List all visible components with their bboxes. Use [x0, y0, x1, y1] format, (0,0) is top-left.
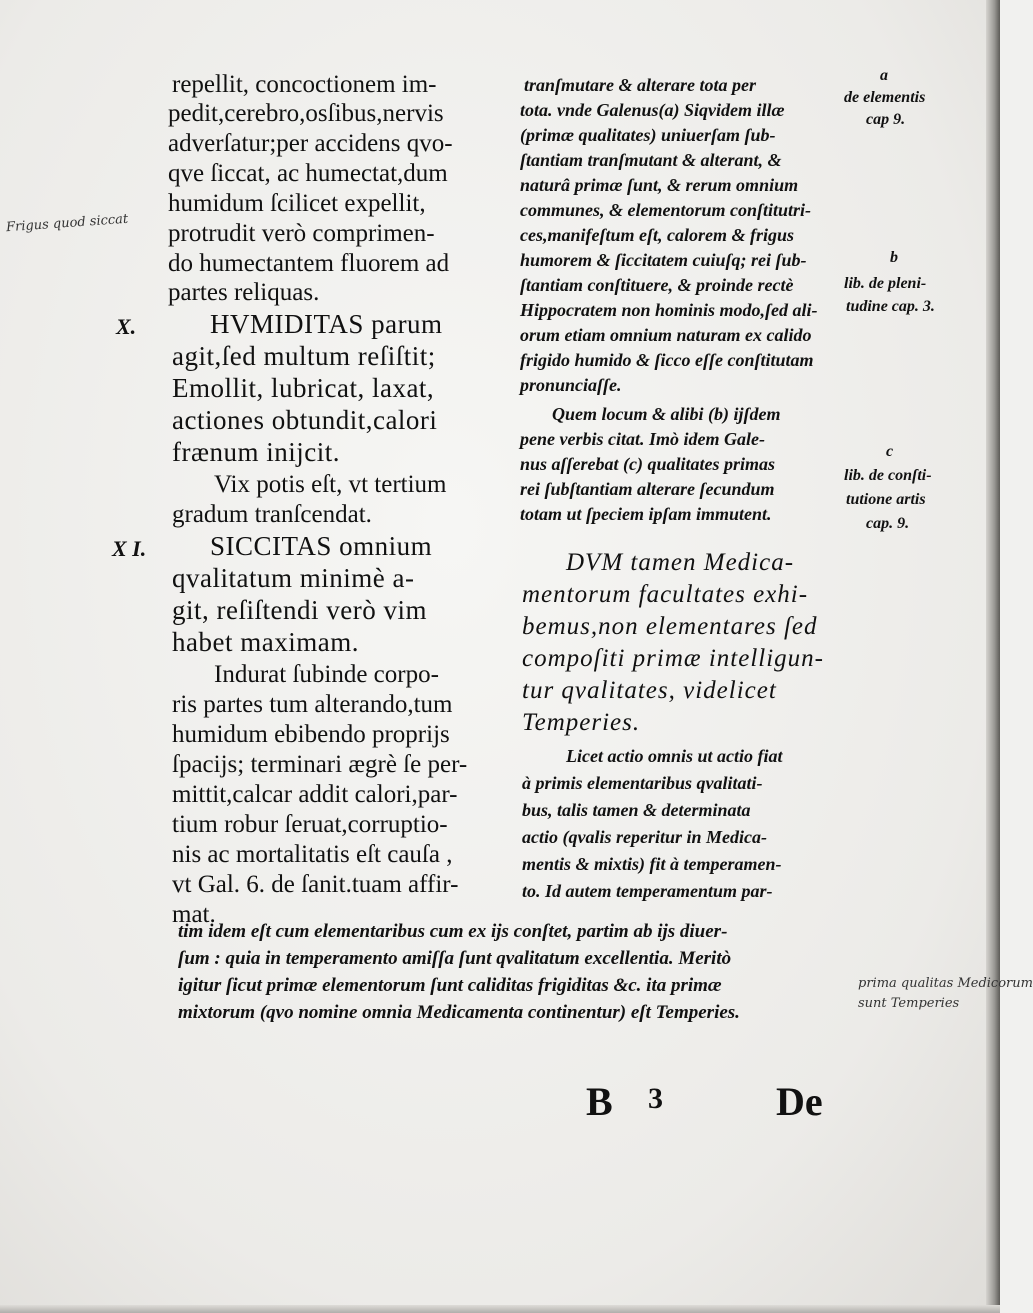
left-line: tium robur ſeruat,corruptio-	[172, 811, 448, 838]
right-line: humorem & ſiccitatem cuiuſq; rei ſub-	[520, 250, 807, 270]
left-line: qve ſiccat, ac humectat,dum	[168, 160, 448, 187]
right-heading-dvm: DVM tamen Medica-	[566, 549, 795, 576]
right-line: (primæ qualitates) uniuerſam ſub-	[520, 125, 776, 145]
right-line: ſtantiam conſtituere, & proinde rectè	[520, 275, 794, 295]
left-line: frænum inijcit.	[172, 437, 340, 467]
left-line: git, reſiſtendi verò vim	[172, 595, 427, 625]
right-line: Hippocratem non hominis modo,ſed ali-	[520, 300, 818, 320]
left-line: vt Gal. 6. de ſanit.tuam affir-	[172, 871, 459, 898]
signature-mark: B	[586, 1079, 613, 1124]
left-line: humidum ebibendo proprijs	[172, 721, 450, 748]
margin-note-line: lib. de pleni-	[844, 275, 927, 292]
left-line: agit,ſed multum reſiſtit;	[172, 341, 436, 371]
left-line: partes reliquas.	[168, 279, 320, 306]
bottom-line: ſum : quia in temperamento amiſſa ſunt qvalitatum excellentia. Meritò	[178, 948, 732, 969]
right-line: frigido humido & ſicco eſſe conſtitutam	[520, 350, 814, 370]
handwritten-note-right: prima qualitas Medicorum	[858, 976, 1033, 991]
left-line: humidum ſcilicet expellit,	[168, 190, 426, 217]
section-numeral-xi: X I.	[112, 536, 147, 561]
margin-note-line: lib. de conſti-	[844, 467, 932, 484]
right-line: bus, talis tamen & determinata	[522, 800, 751, 820]
left-line: repellit, concoctionem im-	[172, 71, 437, 98]
right-line: mentorum facultates exhi-	[522, 581, 809, 608]
right-line: pronunciaſſe.	[520, 375, 622, 395]
right-line: tota. vnde Galenus(a) Siqvidem illæ	[520, 100, 785, 120]
section-numeral-x: X.	[116, 314, 137, 339]
left-heading-siccitas: SICCITAS omnium	[210, 531, 433, 561]
right-line: compoſiti primæ intelligun-	[522, 645, 824, 672]
right-line: totam ut ſpeciem ipſam immutent.	[520, 504, 772, 524]
right-line: actio (qvalis reperitur in Medica-	[522, 827, 767, 847]
right-line: orum etiam omnium naturam ex calido	[520, 325, 812, 345]
page-edge-shadow	[986, 0, 1000, 1313]
left-line: nis ac mortalitatis eſt cauſa ,	[172, 841, 453, 868]
left-line: pedit,cerebro,osſibus,nervis	[168, 100, 444, 127]
left-line: Vix potis eſt, vt tertium	[214, 471, 447, 498]
signature-number: 3	[648, 1082, 663, 1115]
left-line: ſpacijs; terminari ægrè ſe per-	[172, 751, 468, 778]
right-line: communes, & elementorum conſtitutri-	[520, 200, 812, 220]
bottom-line: mixtorum (qvo nomine omnia Medicamenta continentur) eſt Temperies.	[178, 1002, 740, 1023]
page-bottom-edge	[0, 1305, 1000, 1313]
right-line: Temperies.	[522, 709, 641, 736]
margin-note-letter: a	[880, 67, 888, 84]
handwritten-note-left: Frigus quod siccat	[5, 211, 129, 236]
left-line: habet maximam.	[172, 627, 359, 657]
margin-note-line: tutione artis	[846, 491, 926, 508]
right-line: ſtantiam tranſmutant & alterant, &	[520, 150, 782, 170]
left-line: ris partes tum alterando,tum	[172, 691, 453, 718]
right-line: nus aſſerebat (c) qualitates primas	[520, 454, 775, 474]
catchword: De	[776, 1079, 823, 1124]
margin-note-line: cap. 9.	[866, 515, 910, 532]
right-line: to. Id autem temperamentum par-	[522, 881, 773, 901]
right-line: rei ſubſtantiam alterare ſecundum	[520, 479, 775, 499]
right-line: ces,manifeſtum eſt, calorem & frigus	[520, 225, 794, 245]
left-line: Indurat ſubinde corpo-	[214, 661, 439, 688]
left-line: gradum tranſcendat.	[172, 501, 372, 528]
left-line: Emollit, lubricat, laxat,	[172, 373, 435, 403]
right-line: à primis elementaribus qvalitati-	[522, 773, 763, 793]
margin-note-line: tudine cap. 3.	[846, 298, 935, 315]
left-heading-humiditas: HVMIDITAS parum	[210, 309, 443, 339]
left-line: mat.	[172, 901, 216, 928]
right-line: tranſmutare & alterare tota per	[524, 75, 757, 95]
left-line: actiones obtundit,calori	[172, 405, 438, 435]
bottom-line: tim idem eſt cum elementaribus cum ex ijs conſtet, partim ab ijs diuer-	[178, 921, 728, 942]
right-line: bemus,non elementares ſed	[522, 613, 818, 640]
right-line: mentis & mixtis) fit à temperamen-	[522, 854, 782, 874]
right-line: Quem locum & alibi (b) ijſdem	[552, 404, 781, 424]
margin-note-line: cap 9.	[866, 111, 906, 128]
left-line: do humectantem fluorem ad	[168, 250, 450, 277]
margin-note-line: de elementis	[844, 89, 926, 106]
right-line: pene verbis citat. Imò idem Gale-	[520, 429, 765, 449]
handwritten-note-right: sunt Temperies	[858, 996, 960, 1011]
right-line: Licet actio omnis ut actio fiat	[566, 746, 783, 766]
right-line: tur qvalitates, videlicet	[522, 677, 777, 704]
left-line: qvalitatum minimè a-	[172, 563, 415, 593]
left-line: protrudit verò comprimen-	[168, 220, 435, 247]
margin-note-letter: c	[886, 443, 894, 460]
bottom-line: igitur ſicut primæ elementorum ſunt caliditas frigiditas &c. ita primæ	[178, 975, 722, 996]
left-line: mittit,calcar addit calori,par-	[172, 781, 458, 808]
left-line: adverſatur;per accidens qvo-	[168, 130, 453, 157]
margin-note-letter: b	[890, 249, 898, 266]
right-line: naturâ primæ ſunt, & rerum omnium	[520, 175, 799, 195]
